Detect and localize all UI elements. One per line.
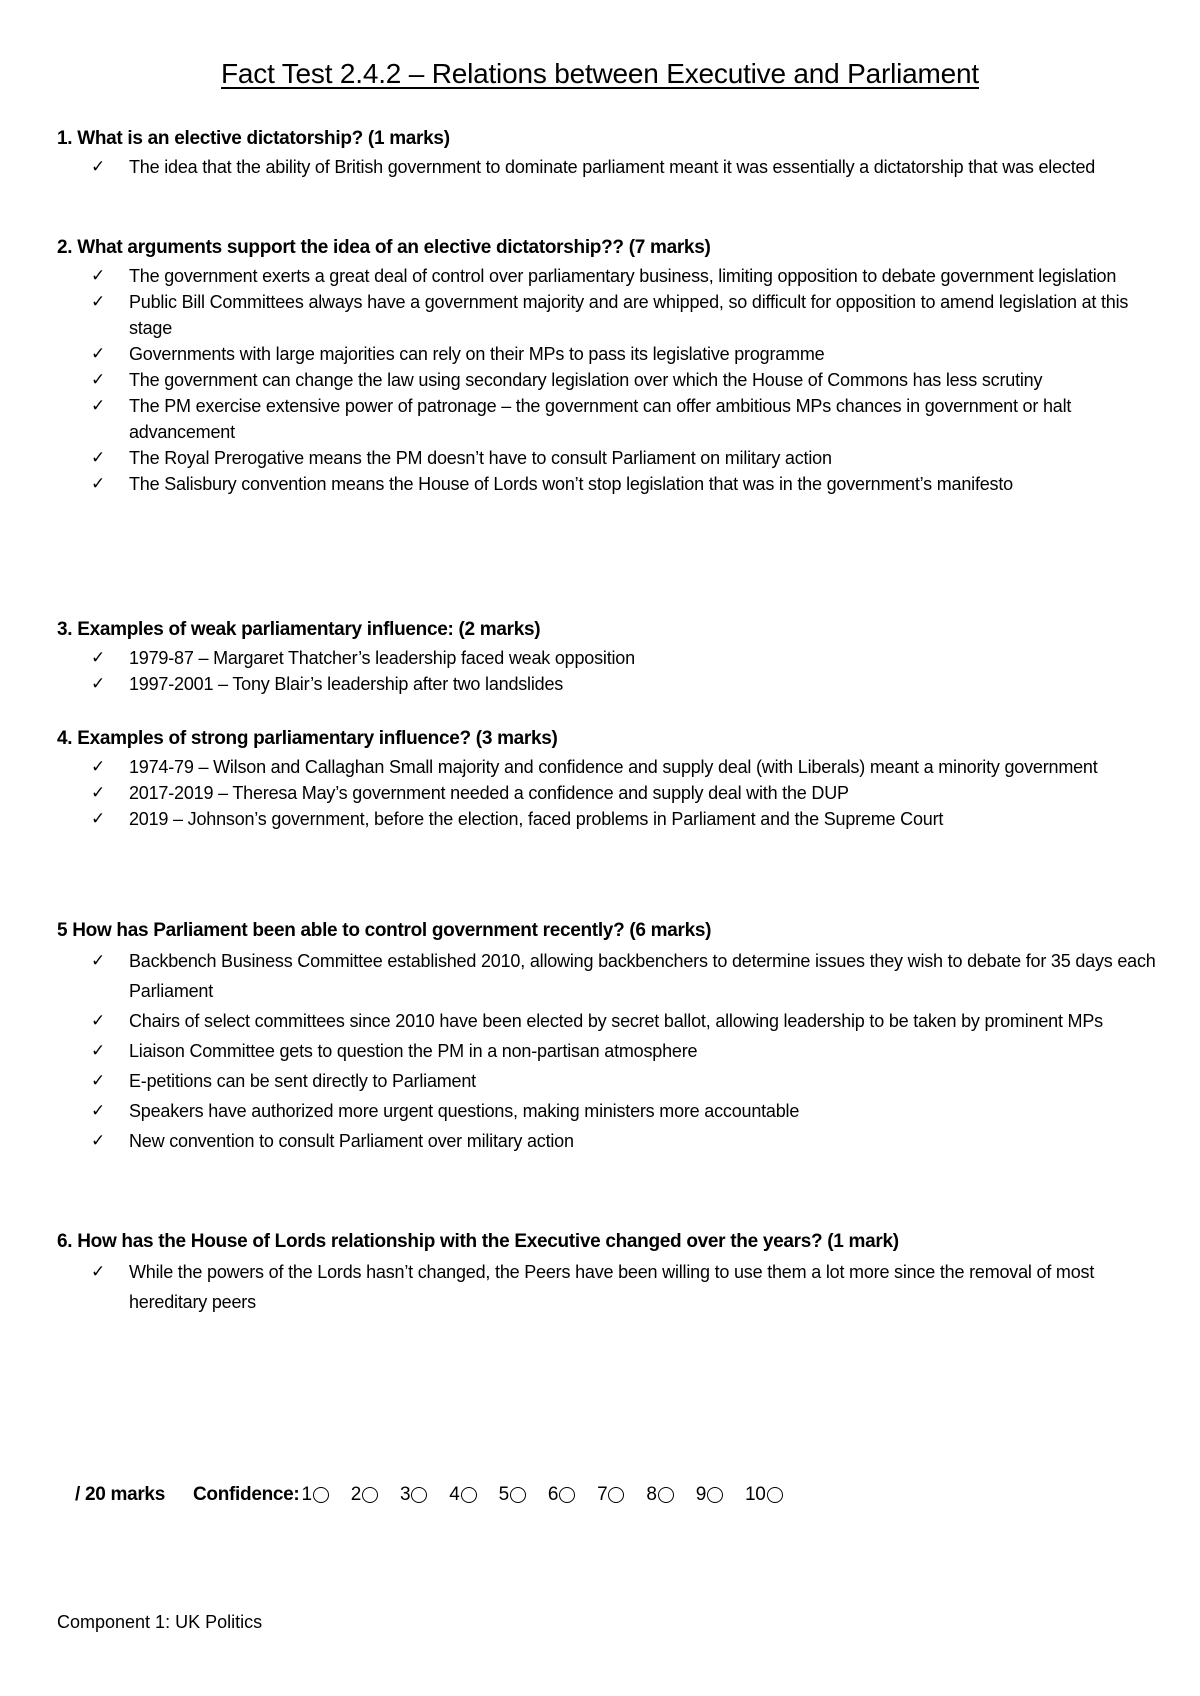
check-icon: ✓: [91, 1131, 106, 1151]
answer-item: ✓ 2019 – Johnson’s government, before the election, faced problems in Parliament and the Supreme Court: [57, 806, 1157, 832]
check-icon: ✓: [91, 951, 106, 971]
answer-item: ✓ Liaison Committee gets to question the PM in a non-partisan atmosphere: [57, 1036, 1157, 1066]
answer-item: ✓ Governments with large majorities can rely on their MPs to pass its legislative programme: [57, 341, 1157, 367]
confidence-label: Confidence:: [192, 1484, 300, 1505]
radio-circle-icon[interactable]: [608, 1487, 624, 1503]
check-icon: ✓: [91, 370, 106, 390]
question-heading: 3. Examples of weak parliamentary influence: (2 marks): [57, 619, 541, 640]
check-icon: ✓: [91, 783, 106, 803]
check-icon: ✓: [91, 292, 106, 312]
page-title: Fact Test 2.4.2 – Relations between Executive and Parliament: [221, 58, 979, 89]
answer-item: ✓ The government exerts a great deal of control over parliamentary business, limiting opposition to debate government legislation: [57, 263, 1157, 289]
marks-total: / 20 marks: [75, 1484, 165, 1505]
answer-item: ✓ New convention to consult Parliament over military action: [57, 1126, 1157, 1156]
check-icon: ✓: [91, 344, 106, 364]
answer-item: ✓ E-petitions can be sent directly to Parliament: [57, 1066, 1157, 1096]
question-heading: 5 How has Parliament been able to control government recently? (6 marks): [57, 920, 712, 941]
check-icon: ✓: [91, 1071, 106, 1091]
check-icon: ✓: [91, 1041, 106, 1061]
answer-item: ✓ While the powers of the Lords hasn’t changed, the Peers have been willing to use them a lot more since the removal of most hereditary peers: [57, 1257, 1157, 1317]
answer-item: ✓ The PM exercise extensive power of patronage – the government can offer ambitious MPs chances in government or halt advancement: [57, 393, 1157, 445]
check-icon: ✓: [91, 266, 106, 286]
radio-circle-icon[interactable]: [510, 1487, 526, 1503]
answer-list: [57, 645, 1157, 697]
question-heading: 1. What is an elective dictatorship? (1 marks): [57, 128, 450, 149]
check-icon: ✓: [91, 757, 106, 777]
answer-item: ✓ 1979-87 – Margaret Thatcher’s leadership faced weak opposition: [57, 645, 1157, 671]
radio-circle-icon[interactable]: [313, 1487, 329, 1503]
check-icon: ✓: [91, 448, 106, 468]
answer-item: ✓ The Salisbury convention means the House of Lords won’t stop legislation that was in the government’s manifesto: [57, 471, 1157, 497]
answer-item: ✓ 2017-2019 – Theresa May’s government needed a confidence and supply deal with the DUP: [57, 780, 1157, 806]
confidence-option-10[interactable]: 10: [745, 1484, 783, 1506]
page-footer: Component 1: UK Politics: [57, 1612, 263, 1632]
radio-circle-icon[interactable]: [461, 1487, 477, 1503]
radio-circle-icon[interactable]: [767, 1487, 783, 1503]
confidence-option-9[interactable]: 9: [696, 1484, 723, 1506]
confidence-option-2[interactable]: 2: [351, 1484, 378, 1506]
confidence-option-7[interactable]: 7: [597, 1484, 624, 1506]
answer-list: [57, 263, 1157, 497]
confidence-option-3[interactable]: 3: [400, 1484, 427, 1506]
answer-list: [57, 1257, 1157, 1317]
answer-item: ✓ The idea that the ability of British government to dominate parliament meant it was essentially a dictatorship that was elected: [57, 154, 1157, 180]
answer-list: [57, 154, 1157, 180]
check-icon: ✓: [91, 1011, 106, 1031]
radio-circle-icon[interactable]: [658, 1487, 674, 1503]
radio-circle-icon[interactable]: [362, 1487, 378, 1503]
answer-item: ✓ 1997-2001 – Tony Blair’s leadership after two landslides: [57, 671, 1157, 697]
question-heading: 2. What arguments support the idea of an elective dictatorship?? (7 marks): [57, 237, 711, 258]
answer-item: ✓ Public Bill Committees always have a government majority and are whipped, so difficult for opposition to amend legislation at this stage: [57, 289, 1157, 341]
question-section-5: [57, 918, 1157, 1156]
confidence-option-4[interactable]: 4: [449, 1484, 476, 1506]
answer-item: ✓ Chairs of select committees since 2010 have been elected by secret ballot, allowing leadership to be taken by prominent MPs: [57, 1006, 1157, 1036]
answer-item: ✓ The Royal Prerogative means the PM doesn’t have to consult Parliament on military action: [57, 445, 1157, 471]
check-icon: ✓: [91, 1262, 106, 1282]
confidence-option-8[interactable]: 8: [646, 1484, 673, 1506]
check-icon: ✓: [91, 674, 106, 694]
question-section-6: [57, 1229, 1157, 1317]
answer-list: [57, 946, 1157, 1156]
check-icon: ✓: [91, 648, 106, 668]
answer-item: ✓ Speakers have authorized more urgent questions, making ministers more accountable: [57, 1096, 1157, 1126]
check-icon: ✓: [91, 1101, 106, 1121]
question-section-4: [57, 726, 1157, 832]
question-heading: 6. How has the House of Lords relationship with the Executive changed over the years? (1 mark): [57, 1231, 899, 1252]
answer-item: ✓ Backbench Business Committee established 2010, allowing backbenchers to determine issues they wish to debate for 35 days each Parliament: [57, 946, 1157, 1006]
confidence-option-1[interactable]: 1: [301, 1484, 328, 1506]
question-heading: 4. Examples of strong parliamentary influence? (3 marks): [57, 728, 558, 749]
answer-item: ✓ 1974-79 – Wilson and Callaghan Small majority and confidence and supply deal (with Liberals) meant a minority government: [57, 754, 1157, 780]
radio-circle-icon[interactable]: [559, 1487, 575, 1503]
question-section-3: [57, 617, 1157, 697]
score-line: [75, 1484, 805, 1506]
answer-item: ✓ The government can change the law using secondary legislation over which the House of Commons has less scrutiny: [57, 367, 1157, 393]
question-section-1: [57, 126, 1157, 180]
confidence-option-5[interactable]: 5: [499, 1484, 526, 1506]
radio-circle-icon[interactable]: [411, 1487, 427, 1503]
check-icon: ✓: [91, 809, 106, 829]
confidence-option-6[interactable]: 6: [548, 1484, 575, 1506]
radio-circle-icon[interactable]: [707, 1487, 723, 1503]
question-section-2: [57, 235, 1157, 497]
check-icon: ✓: [91, 474, 106, 494]
check-icon: ✓: [91, 396, 106, 416]
answer-list: [57, 754, 1157, 832]
check-icon: ✓: [91, 157, 106, 177]
